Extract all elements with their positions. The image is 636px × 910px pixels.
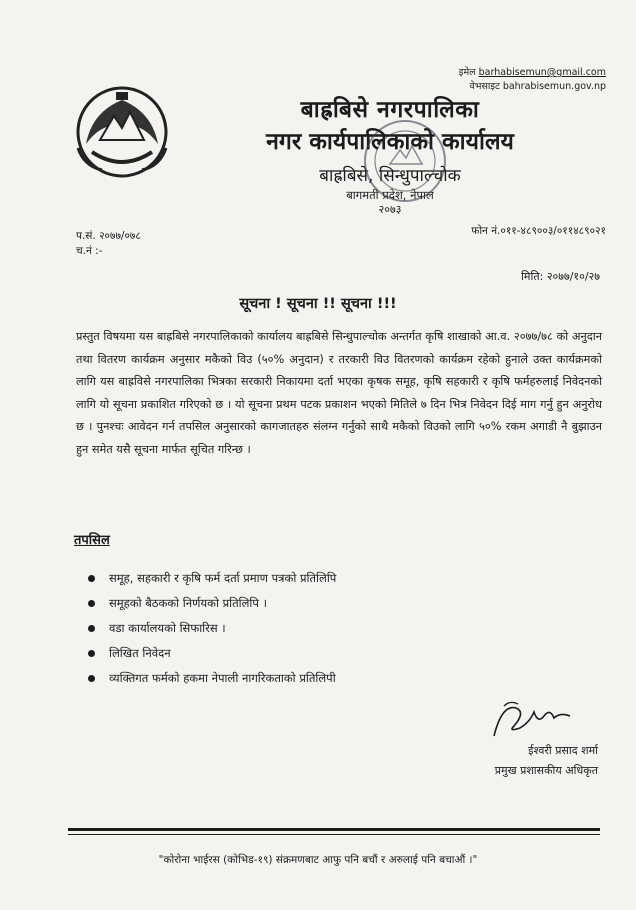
section-title: तपसिल bbox=[74, 533, 110, 548]
footer-rule-thin bbox=[68, 834, 600, 835]
notice-body: प्रस्तुत विषयमा यस बाह्रबिसे नगरपालिकाको कार्यालय बाह्रबिसे सिन्धुपाल्चोक अन्तर्गत कृषि शाखाको आ.व. २०७७/७८ को अनुदान तथा वितरण कार्यक्रम अनुसार मकैको विउ (५०% अनुदान) र तरकारी विउ वितरणको कार्यक्रम रहेको हुनाले उक्त कार्यक्रमको लागि यस बाह्रविसे नगरपालिका भित्रका सरकारी निकायमा दर्ता भएका कृषक समूह, कृषि सहकारी र कृषि फर्महरुलाई निवेदनको लागि यो सूचना प्रकाशित गरिएको छ । यो सूचना प्रथम पटक प्रकाशन भएको मितिले ७ दिन भित्र निवेदन दिई माग गर्नु हुन अनुरोध छ । पुनश्चः आवेदन गर्न तपसिल अनुसारको कागजातहरु संलग्न गर्नुको साथै मकैको विउको लागि ५०% रकम अगाडी नै बुझाउन हुन समेत यसै सूचना मार्फत सूचित गरिन्छ । bbox=[76, 330, 602, 456]
signer-name: ईश्वरी प्रसाद शर्मा bbox=[528, 744, 598, 757]
list-item: लिखित निवेदन bbox=[88, 641, 336, 666]
bullet-icon bbox=[88, 675, 95, 682]
list-item: व्यक्तिगत फर्मको हकमा नेपाली नागरिकताको प्रतिलिपी bbox=[88, 666, 336, 691]
email-link[interactable]: barhabisemun@gmail.com bbox=[478, 67, 606, 78]
letter-number: प.सं. २०७७/०७८ bbox=[76, 230, 141, 242]
footer-rule bbox=[68, 828, 600, 831]
list-item: वडा कार्यालयको सिफारिस । bbox=[88, 616, 336, 641]
dispatch-number: च.नं :- bbox=[76, 245, 103, 257]
website-link[interactable]: bahrabisemun.gov.np bbox=[502, 81, 606, 92]
bullet-icon bbox=[88, 575, 95, 582]
contact-block bbox=[459, 66, 606, 94]
bullet-icon bbox=[88, 625, 95, 632]
list-item: समूह, सहकारी र कृषि फर्म दर्ता प्रमाण पत्रको प्रतिलिपि bbox=[88, 566, 336, 591]
bullet-icon bbox=[88, 650, 95, 657]
established-year: २०७३ bbox=[378, 203, 402, 216]
bullet-icon bbox=[88, 600, 95, 607]
office-name: नगर कार्यपालिकाको कार्यालय bbox=[266, 129, 514, 155]
signer-title: प्रमुख प्रशासकीय अधिकृत bbox=[494, 764, 598, 777]
office-seal-icon bbox=[360, 116, 450, 206]
province-country: बागमती प्रदेश, नेपाल bbox=[346, 188, 434, 202]
municipality-name: बाह्रबिसे नगरपालिका bbox=[300, 97, 480, 123]
signer-block bbox=[495, 741, 598, 781]
website-label: वेभसाइट bbox=[469, 81, 500, 92]
phone-number: फोन नं.०११-४८९००३/०११४८९०२१ bbox=[471, 225, 606, 237]
reference-block bbox=[76, 229, 141, 259]
requirements-list bbox=[88, 566, 336, 691]
list-item: समूहको बैठकको निर्णयको प्रतिलिपि । bbox=[88, 591, 336, 616]
signature-icon bbox=[480, 698, 590, 742]
notice-date: मिति: २०७७/१०/२७ bbox=[521, 270, 600, 283]
email-label: इमेल bbox=[458, 67, 476, 78]
office-location: बाह्रबिसे, सिन्धुपाल्चोक bbox=[319, 166, 461, 186]
notice-title: सूचना ! सूचना !! सूचना !!! bbox=[239, 296, 397, 312]
footer-slogan: "कोरोना भाईरस (कोभिड-१९) संक्रमणबाट आफु पनि बचौं र अरुलाई पनि बचाऔं ।" bbox=[158, 854, 478, 866]
nepal-emblem-icon bbox=[72, 82, 172, 180]
